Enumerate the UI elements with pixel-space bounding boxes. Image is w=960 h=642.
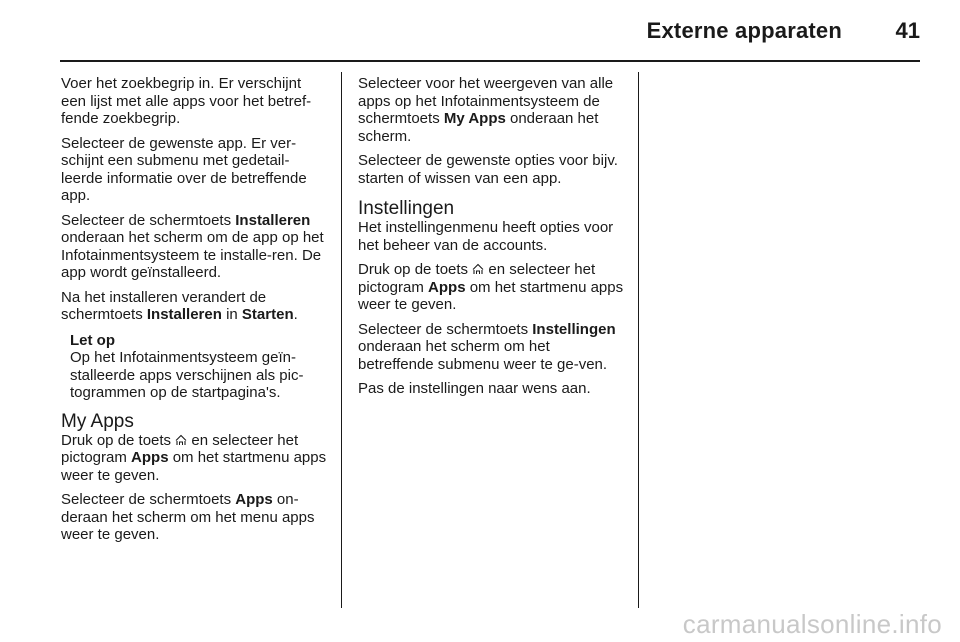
heading-my-apps: My Apps [61,410,134,432]
home-key-icon [175,433,187,445]
paragraph-home-apps-2: Druk op de toets en selecteer het pictogram Apps om het startmenu apps weer te geven. [358,261,624,313]
heading-settings: Instellingen [358,198,455,219]
paragraph-adjust: Pas de instellingen naar wens aan. [358,380,591,397]
start-button-label: Starten [241,306,294,323]
note-title: Let op [70,331,115,349]
column-divider-2 [638,72,639,608]
settings-label: Instellingen [532,320,616,338]
install-button-label: Installeren [235,211,311,229]
paragraph-apps-button: Selecteer de schermtoets Apps on-deraan het scherm om het menu apps weer te geven. [61,491,315,543]
right-column [358,75,626,405]
paragraph-search: Voer het zoekbegrip in. Er verschijnt een lijst met alle apps voor het betref-fende zoekbegrip. [61,75,312,127]
apps-label: Apps [428,278,466,296]
page-title: Externe apparaten [646,18,842,43]
paragraph-after-install: Na het installeren verandert de schermtoets Installeren in Starten. [61,288,298,323]
watermark: carmanualsonline.info [682,609,942,639]
paragraph-settings-button: Selecteer de schermtoets Instellingen onderaan het scherm om het betreffende submenu weer te ge-ven. [358,320,616,373]
page-number: 41 [895,18,920,43]
paragraph-options: Selecteer de gewenste opties voor bijv. starten of wissen van een app. [358,152,618,187]
paragraph-install: Selecteer de schermtoets Installeren onderaan het scherm om de app op het Infotainmentsysteem te installe-ren. De app wordt geïnstalleerd. [61,211,324,281]
paragraph-my-apps: Selecteer voor het weergeven van alle apps op het Infotainmentsysteem de schermtoets My Apps onderaan het scherm. [358,75,614,145]
note-box [70,332,329,402]
paragraph-home-apps: Druk op de toets en selecteer het pictogram Apps om het startmenu apps weer te geven. [61,431,327,484]
header-rule [60,60,920,62]
column-divider-1 [341,72,342,608]
home-key-icon [472,262,484,274]
apps-label: Apps [131,449,169,466]
install-button-label: Installeren [146,306,222,323]
apps-label: Apps [235,491,273,508]
left-column [61,75,329,551]
my-apps-label: My Apps [443,110,506,127]
paragraph-settings-menu: Het instellingenmenu heeft opties voor het beheer van de accounts. [358,219,614,254]
paragraph-select-app: Selecteer de gewenste app. Er ver-schijnt een submenu met gedetail-leerde informatie over de betreffende app. [61,134,307,204]
note-text: Op het Infotainmentsysteem geïn-stalleerde apps verschijnen als pic-togrammen op de startpagina's. [70,349,304,401]
